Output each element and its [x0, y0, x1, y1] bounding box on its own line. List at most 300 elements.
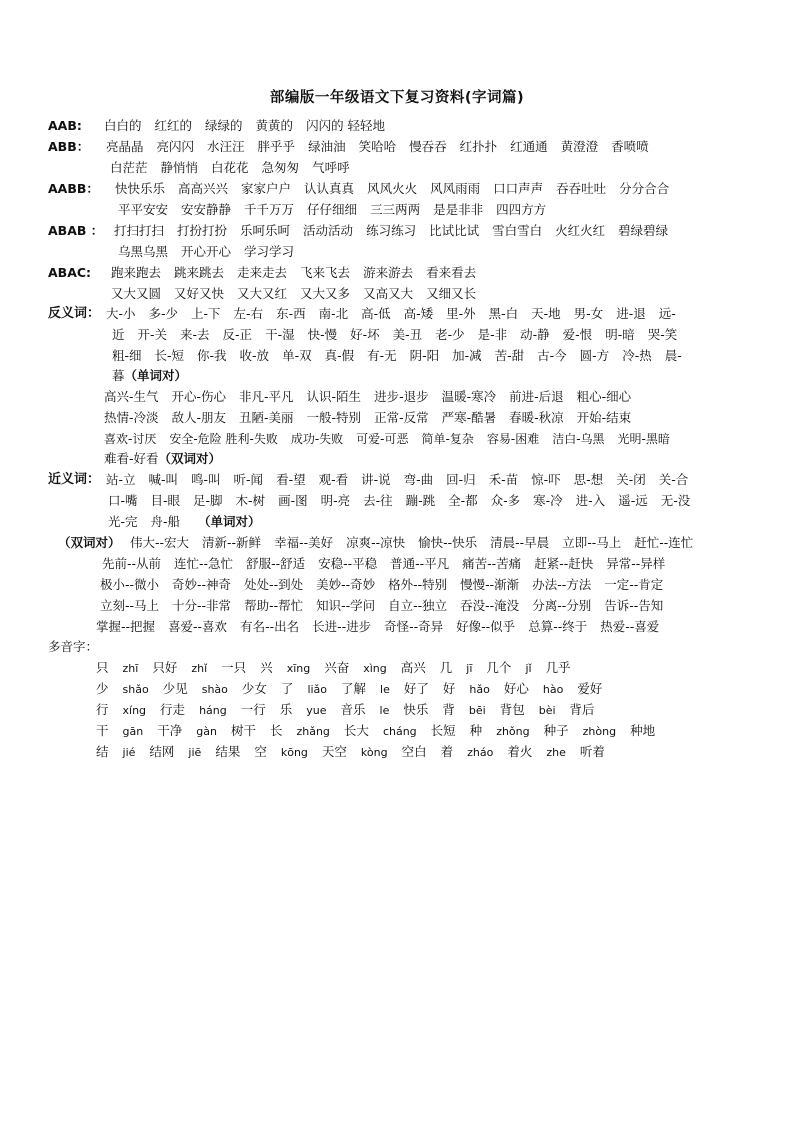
word: 赶忙--连忙 [634, 535, 694, 550]
word: 老-少 [435, 327, 465, 342]
word: 暮 [112, 368, 125, 383]
word: 爱好 [577, 681, 603, 696]
word: 哭-笑 [647, 327, 678, 342]
word: 慢吞吞 [409, 139, 447, 154]
word: 背后 [569, 702, 595, 717]
word: 快快乐乐 [115, 181, 166, 196]
word: 又大又红 [237, 286, 288, 301]
synonyms-double-line-4 [100, 598, 663, 614]
word: 碧绿碧绿 [618, 223, 669, 238]
word: 目-眼 [150, 493, 181, 508]
word: 自立--独立 [388, 598, 448, 613]
word: 了解 [341, 681, 367, 696]
word: 遥-远 [618, 493, 648, 508]
pinyin: shào [201, 683, 228, 696]
synonyms-double-label: （双词对） [58, 535, 121, 550]
pinyin: jiē [188, 746, 202, 759]
word: 好像--似乎 [456, 619, 516, 634]
word: 热爱--喜爱 [600, 619, 660, 634]
word: 长进--进步 [312, 619, 372, 634]
word: 兴奋 [324, 660, 350, 675]
word: 里-外 [446, 306, 476, 321]
pinyin: zhǎng [296, 725, 330, 738]
word: 舒服--舒适 [246, 556, 306, 571]
word: 温暖-寒冷 [441, 389, 497, 404]
antonyms-line-1 [106, 306, 676, 322]
word: 关-合 [658, 472, 689, 487]
word: 清新--新鲜 [202, 535, 262, 550]
word: 观-看 [318, 472, 349, 487]
word: 告诉--告知 [604, 598, 664, 613]
word: 种子 [543, 723, 569, 738]
word: 来-去 [180, 327, 210, 342]
word: 又高又大 [363, 286, 414, 301]
word: 十分--非常 [172, 598, 232, 613]
abac-label: ABAC: [48, 265, 92, 280]
word: 寒-冷 [533, 493, 563, 508]
word: 晨- [664, 348, 682, 363]
word: 难看-好看 [104, 451, 159, 466]
synonyms-double-line-5 [96, 619, 659, 635]
pinyin: xíng [122, 704, 147, 717]
antonyms-double-line-1 [104, 389, 631, 405]
polyphone-row-3 [96, 702, 595, 719]
double-pair-note: （双词对） [158, 451, 222, 466]
single-pair-note: （单词对） [124, 368, 188, 383]
word: 慢慢--渐渐 [460, 577, 520, 592]
aabb-label: AABB： [48, 181, 99, 196]
single-pair-note: （单词对） [198, 514, 261, 529]
char: 几 [439, 660, 453, 675]
word: 乌黑乌黑 [118, 244, 169, 259]
word: 白茫茫 [110, 160, 148, 175]
word: 雪白雪白 [492, 223, 543, 238]
word: 打扮打扮 [177, 223, 228, 238]
pinyin: zhī [122, 662, 139, 675]
pinyin: kōng [280, 746, 308, 759]
word: 看来看去 [426, 265, 477, 280]
pinyin: háng [199, 704, 227, 717]
word: 静悄悄 [160, 160, 199, 175]
word: 口口声声 [493, 181, 544, 196]
word: 众-多 [490, 493, 521, 508]
word: 进-入 [575, 493, 606, 508]
antonyms-double-line-2 [104, 410, 631, 426]
word: 进-退 [616, 306, 646, 321]
word: 思-想 [573, 472, 604, 487]
abab-line-1 [114, 223, 668, 239]
word: 办法--方法 [532, 577, 592, 592]
word: 四四方方 [496, 202, 547, 217]
word: 成功-失败 [290, 432, 344, 446]
word: 收-放 [239, 348, 270, 363]
pinyin: zháo [467, 746, 494, 759]
word: 幸福--美好 [274, 535, 334, 550]
word: 处处--到处 [244, 577, 304, 592]
antonyms-line-4 [112, 368, 187, 384]
word: 喜爱--喜欢 [168, 619, 228, 634]
word: 分分合合 [619, 181, 670, 196]
aabb-line-1 [115, 181, 669, 197]
word: 高高兴兴 [178, 181, 229, 196]
word: 少女 [241, 681, 267, 696]
pinyin: kòng [360, 746, 388, 759]
pinyin: cháng [382, 725, 417, 738]
word: 长大 [343, 723, 369, 738]
word: 美-丑 [392, 327, 423, 342]
word: 高-低 [361, 306, 391, 321]
word: 严寒-酷暑 [441, 410, 497, 425]
word: 南-北 [318, 306, 349, 321]
word: 粗心-细心 [576, 389, 632, 404]
word: 安稳--平稳 [318, 556, 378, 571]
word: 阴-阳 [409, 348, 440, 363]
word: 平平安安 [118, 202, 169, 217]
word: 你-我 [197, 348, 227, 363]
word: 长-短 [154, 348, 185, 363]
word: 前进-后退 [509, 389, 564, 404]
word: 一般-特别 [306, 410, 362, 425]
char: 好 [442, 681, 456, 696]
word: 男-女 [573, 306, 604, 321]
word: 高兴-生气 [104, 389, 159, 404]
word: 春暖-秋凉 [509, 410, 564, 425]
word: 热情-冷淡 [104, 410, 159, 425]
word: 风风雨雨 [430, 181, 481, 196]
word: 家家户户 [241, 181, 292, 196]
polyphone-row-5 [96, 744, 605, 761]
word: 上-下 [191, 306, 221, 321]
word: 木-树 [235, 493, 266, 508]
char: 兴 [260, 660, 273, 675]
char: 结 [96, 744, 109, 759]
antonyms-double-line-3 [104, 431, 670, 447]
antonyms-line-3 [112, 348, 682, 364]
word: 高-矮 [403, 306, 434, 321]
char: 背 [442, 702, 455, 717]
word: 游来游去 [363, 265, 414, 280]
word: 洁白-乌黑 [552, 432, 605, 446]
word: 全-都 [448, 493, 478, 508]
word: 急匆匆 [261, 160, 300, 175]
word: 气呼呼 [312, 160, 350, 175]
word: 喊-叫 [148, 472, 179, 487]
word: 吞没--淹没 [460, 598, 520, 613]
word: 光明-黑暗 [617, 432, 670, 446]
abac-line-1 [111, 265, 476, 281]
word: 弯-曲 [403, 472, 434, 487]
word: 简单-复杂 [421, 432, 474, 446]
char: 了 [280, 681, 294, 696]
pinyin: hǎo [469, 683, 490, 696]
word: 结网 [149, 744, 175, 759]
word: 音乐 [340, 702, 366, 717]
word: 关-闭 [616, 472, 646, 487]
synonyms-double-line-1 [130, 535, 693, 551]
word: 亮闪闪 [156, 139, 195, 154]
word: 火红火红 [555, 223, 606, 238]
word: 绿绿的 [205, 118, 243, 133]
word: 又大又多 [300, 286, 351, 301]
word: 好了 [403, 681, 429, 696]
pinyin: zhòng [582, 725, 617, 738]
pinyin: zhǒng [496, 725, 530, 738]
word: 又好又快 [174, 286, 225, 301]
word: 打扫打扫 [114, 223, 165, 238]
word: 红扑扑 [459, 139, 498, 154]
word: 圆-方 [579, 348, 610, 363]
char: 长 [269, 723, 283, 738]
pinyin: bēi [468, 704, 486, 717]
word: 白花花 [211, 160, 249, 175]
char: 空 [254, 744, 267, 759]
word: 干净 [157, 723, 183, 738]
word: 结果 [215, 744, 241, 759]
word: 又细又长 [426, 286, 477, 301]
pinyin: xīng [286, 662, 311, 675]
pinyin: jié [122, 746, 136, 759]
word: 无-没 [660, 493, 691, 508]
word: 足-脚 [193, 493, 223, 508]
word: 容易-困难 [486, 432, 540, 446]
word: 空白 [401, 744, 427, 759]
word: 是-非 [477, 327, 508, 342]
antonyms-label: 反义词： [48, 306, 101, 321]
word: 开始-结束 [576, 410, 632, 425]
word: 学习学习 [244, 244, 295, 259]
word: 明-暗 [605, 327, 635, 342]
word: 笑哈哈 [358, 139, 397, 154]
pinyin: xìng [363, 662, 387, 675]
word: 远- [658, 306, 676, 321]
word: 敌人-朋友 [171, 410, 227, 425]
word: 听着 [579, 744, 605, 759]
word: 一行 [240, 702, 266, 717]
char: 只 [96, 660, 109, 675]
pinyin: hào [542, 683, 564, 696]
word: 红红的 [154, 118, 193, 133]
word: 是是非非 [433, 202, 484, 217]
abb-line-2 [110, 160, 350, 176]
polyphone-row-1 [96, 660, 571, 677]
pinyin: yue [306, 704, 327, 717]
word: 禾-苗 [488, 472, 519, 487]
word: 走来走去 [237, 265, 288, 280]
char: 干 [96, 723, 109, 738]
synonyms-double-line-2 [102, 556, 665, 572]
word: 仔仔细细 [307, 202, 358, 217]
word: 绿油油 [308, 139, 346, 154]
pinyin: jǐ [525, 662, 532, 675]
word: 活动活动 [303, 223, 354, 238]
abb-line-1 [106, 139, 649, 155]
synonyms-line-2 [108, 493, 690, 509]
word: 加-减 [452, 348, 482, 363]
word: 跳来跳去 [174, 265, 225, 280]
word: 总算--终于 [528, 619, 588, 634]
word: 帮助--帮忙 [244, 598, 304, 613]
word: 可爱-可恶 [356, 432, 409, 446]
word: 开心-伤心 [171, 389, 227, 404]
word: 清晨--早晨 [490, 535, 550, 550]
word: 闪闪的 轻轻地 [306, 118, 386, 133]
word: 干-湿 [265, 327, 295, 342]
word: 苦-甜 [494, 348, 525, 363]
word: 三三两两 [370, 202, 421, 217]
word: 知识--学问 [316, 598, 376, 613]
antonyms-double-line-4 [104, 451, 221, 467]
word: 凉爽--凉快 [346, 535, 406, 550]
word: 掌握--把握 [96, 619, 156, 634]
word: 香喷喷 [611, 139, 649, 154]
word: 奇妙--神奇 [172, 577, 232, 592]
pinyin: gān [122, 725, 144, 738]
word: 古-今 [537, 348, 567, 363]
word: 高兴 [400, 660, 426, 675]
pinyin: le [379, 704, 390, 717]
word: 鸣-叫 [191, 472, 221, 487]
polyphone-row-4 [96, 723, 655, 740]
word: 胖乎乎 [257, 139, 296, 154]
word: 痛苦--苦痛 [462, 556, 522, 571]
word: 愉快--快乐 [418, 535, 478, 550]
word: 去-往 [363, 493, 393, 508]
word: 普通--平凡 [390, 556, 450, 571]
word: 奇怪--奇异 [384, 619, 444, 634]
aabb-line-2 [118, 202, 546, 218]
pinyin: shǎo [122, 683, 149, 696]
word: 水汪汪 [207, 139, 245, 154]
word: 美妙--奇妙 [316, 577, 376, 592]
word: 乐呵乐呵 [240, 223, 291, 238]
word: 背包 [499, 702, 525, 717]
char: 着 [440, 744, 454, 759]
word: 只好 [152, 660, 178, 675]
word: 立即--马上 [562, 535, 622, 550]
word: 先前--从前 [102, 556, 162, 571]
word: 长短 [430, 723, 456, 738]
word: 极小--微小 [100, 577, 160, 592]
word: 黑-白 [488, 306, 519, 321]
synonyms-line-1 [106, 472, 688, 488]
word: 一只 [221, 660, 247, 675]
word: 认识-陌生 [306, 389, 362, 404]
word: 少见 [162, 681, 188, 696]
word: 比试比试 [429, 223, 480, 238]
word: 立刻--马上 [100, 598, 160, 613]
word: 喜欢-讨厌 [104, 432, 157, 446]
pinyin: zhǐ [191, 662, 208, 675]
word: 安安静静 [181, 202, 232, 217]
aab-line-1 [104, 118, 385, 134]
word: 看-望 [276, 472, 306, 487]
polyphone-row-2 [96, 681, 602, 698]
word: 安全-危险 胜利-失败 [169, 432, 278, 446]
word: 讲-说 [361, 472, 391, 487]
word: 动-静 [520, 327, 550, 342]
word: 粗-细 [112, 348, 142, 363]
word: 爱-恨 [562, 327, 593, 342]
word: 大-小 [106, 306, 136, 321]
word: 赶紧--赶快 [534, 556, 594, 571]
word: 一定--肯定 [604, 577, 664, 592]
word: 几个 [486, 660, 512, 675]
pinyin: le [380, 683, 390, 696]
word: 黄澄澄 [560, 139, 599, 154]
word: 风风火火 [367, 181, 418, 196]
pinyin: zhe [546, 746, 566, 759]
word: 格外--特别 [388, 577, 448, 592]
pinyin: bèi [538, 704, 556, 717]
char: 行 [96, 702, 109, 717]
word: 有-无 [367, 348, 397, 363]
synonyms-line-3 [108, 514, 261, 530]
word: 站-立 [106, 472, 136, 487]
word: 真-假 [324, 348, 355, 363]
word: 反-正 [222, 327, 253, 342]
abac-line-2 [111, 286, 476, 302]
word: 左-右 [233, 306, 264, 321]
aab-label: AAB: [48, 118, 82, 133]
word: 惊-吓 [531, 472, 561, 487]
word: 有名--出名 [240, 619, 300, 634]
word: 飞来飞去 [300, 265, 351, 280]
pinyin: jī [466, 662, 473, 675]
word: 东-西 [276, 306, 306, 321]
char: 种 [469, 723, 483, 738]
word: 认认真真 [304, 181, 355, 196]
word: 进步-退步 [374, 389, 429, 404]
word: 光-完 [108, 514, 138, 529]
page-title: 部编版一年级语文下复习资料(字词篇) [269, 90, 525, 106]
word: 开心开心 [181, 244, 232, 259]
word: 伟大--宏大 [130, 535, 190, 550]
word: 跑来跑去 [111, 265, 162, 280]
word: 好-坏 [350, 327, 380, 342]
char: 乐 [279, 702, 293, 717]
word: 单-双 [282, 348, 312, 363]
pinyin: gàn [196, 725, 217, 738]
word: 多-少 [148, 306, 179, 321]
synonyms-double-line-3 [100, 577, 663, 593]
word: 正常-反常 [374, 410, 429, 425]
word: 异常--异样 [606, 556, 666, 571]
word: 近 [112, 327, 125, 342]
abb-label: ABB： [48, 139, 90, 154]
word: 画-图 [278, 493, 308, 508]
word: 着火 [507, 744, 533, 759]
word: 舟-船 [150, 514, 181, 529]
word: 几乎 [545, 660, 571, 675]
word: 丑陋-美丽 [239, 410, 294, 425]
word: 回-归 [446, 472, 476, 487]
word: 听-闻 [233, 472, 264, 487]
word: 天-地 [531, 306, 561, 321]
word: 分离--分别 [532, 598, 592, 613]
word: 练习练习 [366, 223, 417, 238]
word: 好心 [503, 681, 529, 696]
char: 少 [96, 681, 109, 696]
word: 黄黄的 [255, 118, 294, 133]
synonyms-label: 近义词： [48, 472, 101, 487]
word: 千千万万 [244, 202, 295, 217]
abab-label: ABAB ： [48, 223, 104, 238]
word: 树干 [230, 723, 256, 738]
word: 行走 [160, 702, 186, 717]
word: 红通通 [510, 139, 548, 154]
word: 种地 [630, 723, 656, 738]
word: 非凡-平凡 [239, 389, 294, 404]
